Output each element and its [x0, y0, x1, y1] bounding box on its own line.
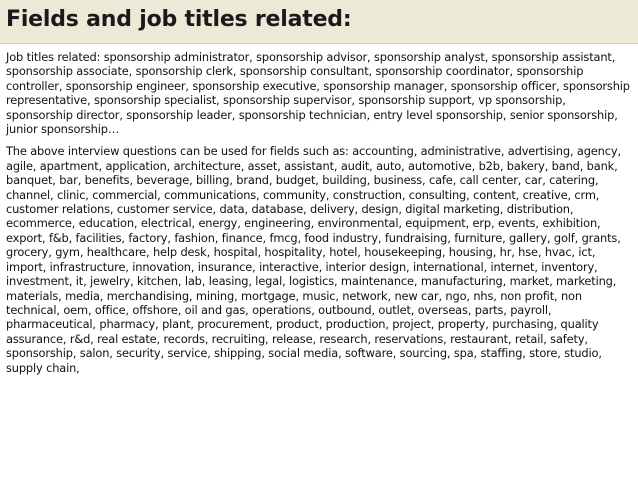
fields-paragraph: The above interview questions can be used for fields such as: accounting, administrative, advertising, agency, agile, apartment, application, architecture, asset, assistant, audit, auto, automotive, b2b, bakery, band, bank, banquet, bar, benefits, beverage, billing, brand, budget, building, business, cafe, call center, car, catering, channel, clinic, commercial, communications, community, construction, consulting, content, creative, crm, customer relations, customer service, data, database, delivery, design, digital marketing, distribution, ecommerce, education, electrical, energy, engineering, environmental, equipment, erp, events, exhibition, export, f&b, facilities, factory, fashion, finance, fmcg, food industry, fundraising, furniture, gallery, golf, grants, grocery, gym, healthcare, help desk, hospital, hospitality, hotel, housekeeping, housing, hr, hse, hvac, ict, import, infrastructure, innovation, insurance, interactive, interior design, international, internet, inventory, investment, it, jewelry, kitchen, lab, leasing, legal, logistics, maintenance, manufacturing, market, marketing, materials, media, merchandising, mining, mortgage, music, network, new car, ngo, nhs, non profit, non technical, oem, office, offshore, oil and gas, operations, outbound, outlet, overseas, parts, payroll, pharmaceutical, pharmacy, plant, procurement, product, production, project, property, purchasing, quality assurance, r&d, real estate, records, recruiting, release, research, reservations, restaurant, retail, safety, sponsorship, salon, security, service, shipping, social media, software, sourcing, spa, staffing, store, studio, supply chain, [6, 144, 621, 375]
slide-title: Fields and job titles related: [6, 7, 352, 32]
header-band [0, 0, 638, 44]
job-titles-paragraph: Job titles related: sponsorship administrator, sponsorship advisor, sponsorship analyst, sponsorship assistant, sponsorship associate, sponsorship clerk, sponsorship consultant, sponsorship coordinator, sponsorship controller, sponsorship engineer, sponsorship executive, sponsorship manager, sponsorship officer, sponsorship representative, sponsorship specialist, sponsorship supervisor, sponsorship support, vp sponsorship, sponsorship director, sponsorship leader, sponsorship technician, entry level sponsorship, senior sponsorship, junior sponsorship… [6, 50, 630, 137]
slide-body [6, 50, 630, 375]
